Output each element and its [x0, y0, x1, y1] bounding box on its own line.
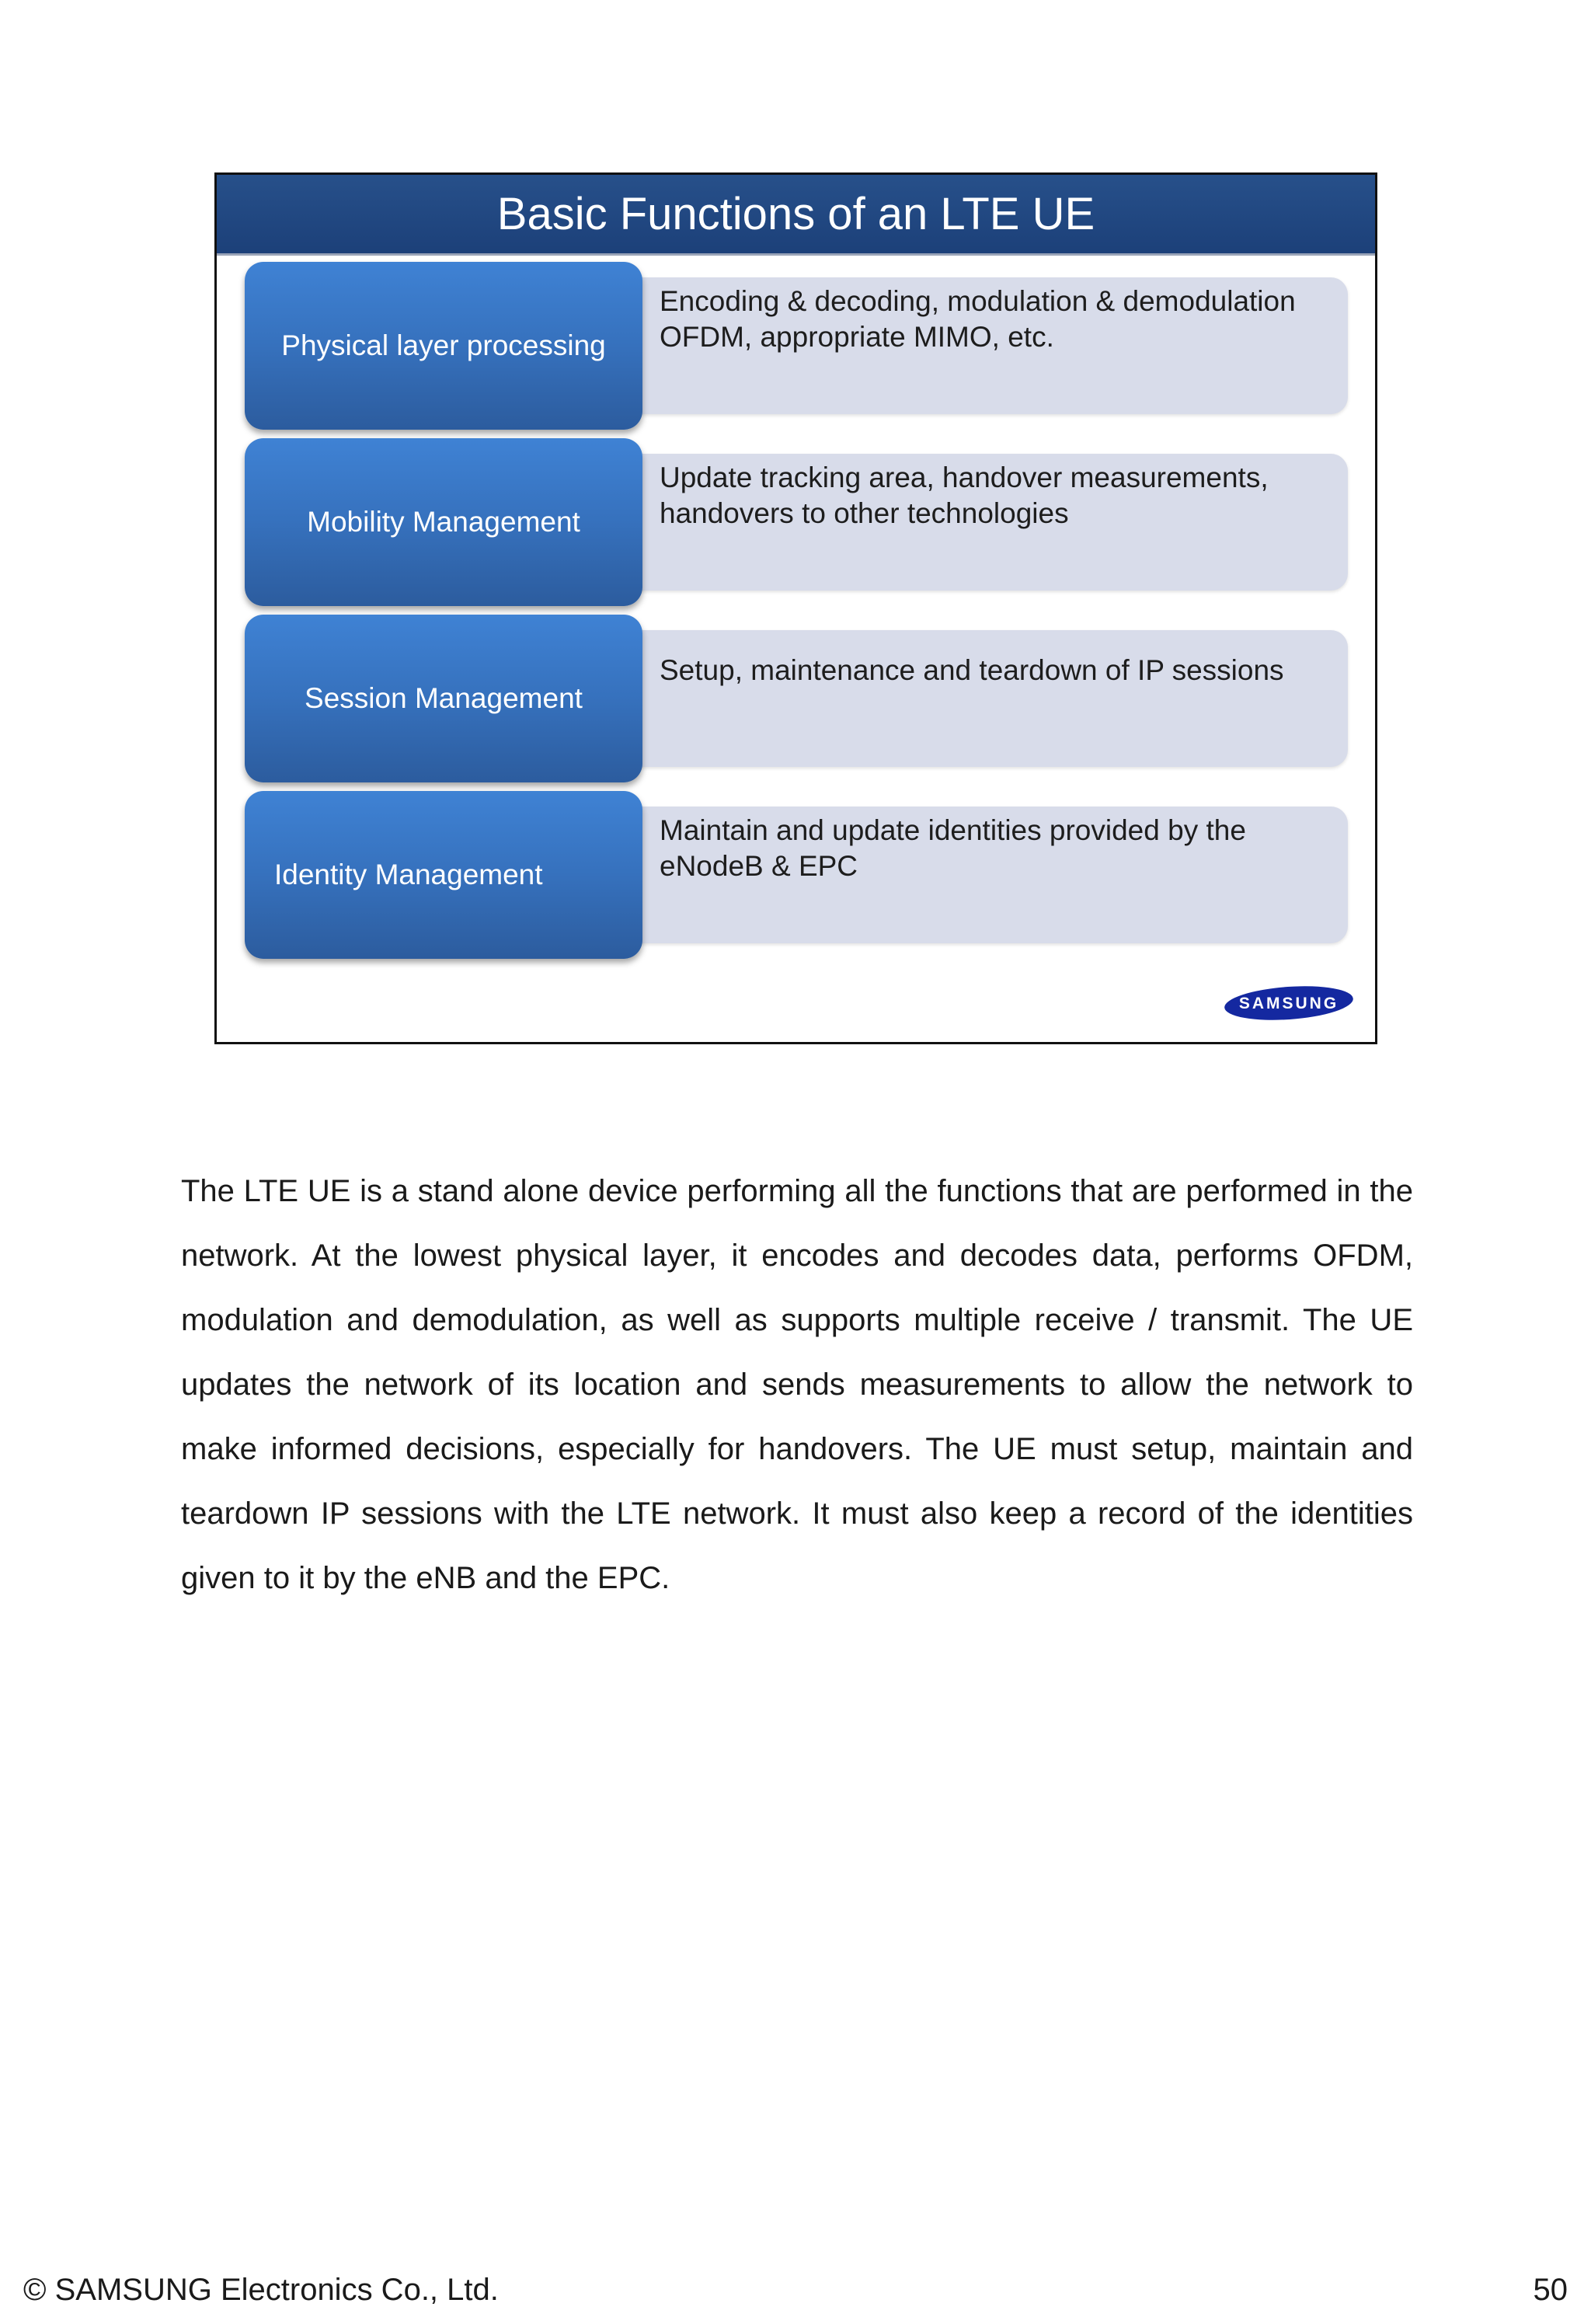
slide-figure	[214, 172, 1377, 1044]
function-label-tab	[245, 615, 642, 782]
function-label: Mobility Management	[307, 506, 580, 538]
page-number: 50	[1533, 2273, 1568, 2307]
function-row-physical-layer	[245, 262, 1348, 431]
function-label-tab	[245, 438, 642, 606]
function-description	[660, 284, 1325, 355]
function-row-mobility	[245, 438, 1348, 608]
function-row-session	[245, 615, 1348, 784]
function-description-text: Encoding & decoding, modulation & demodulation OFDM, appropriate MIMO, etc.	[660, 285, 1296, 353]
function-description	[660, 460, 1325, 531]
function-description-box	[602, 454, 1348, 591]
function-description-box	[602, 630, 1348, 767]
function-description-text: Maintain and update identities provided by the eNodeB & EPC	[660, 814, 1246, 882]
function-description-box	[602, 807, 1348, 943]
slide-title: Basic Functions of an LTE UE	[217, 175, 1375, 256]
function-label: Physical layer processing	[281, 329, 606, 361]
function-description	[660, 813, 1325, 884]
body-paragraph: The LTE UE is a stand alone device performing all the functions that are performed in the network. At the lowest physical layer, it encodes and decodes data, performs OFDM, modulation and demodulation, as well as supports multiple receive / transmit. The UE updates the network of its location and sends measurements to allow the network to make informed decisions, especially for handovers. The UE must setup, maintain and teardown IP sessions with the LTE network. It must also keep a record of the identities given to it by the eNB and the EPC.	[181, 1174, 1413, 1595]
function-row-identity	[245, 791, 1348, 960]
function-label-tab	[245, 262, 642, 430]
function-label-tab	[245, 791, 642, 959]
samsung-logo	[1224, 984, 1354, 1022]
function-label: Identity Management	[274, 859, 543, 890]
function-description-text: Update tracking area, handover measurements, handovers to other technologies	[660, 462, 1269, 529]
function-label: Session Management	[305, 682, 583, 714]
svg-text:SAMSUNG: SAMSUNG	[1238, 995, 1339, 1012]
function-description-box	[602, 277, 1348, 414]
function-description	[660, 653, 1325, 688]
footer-copyright: © SAMSUNG Electronics Co., Ltd.	[23, 2273, 499, 2307]
function-description-text: Setup, maintenance and teardown of IP sessions	[660, 654, 1284, 686]
